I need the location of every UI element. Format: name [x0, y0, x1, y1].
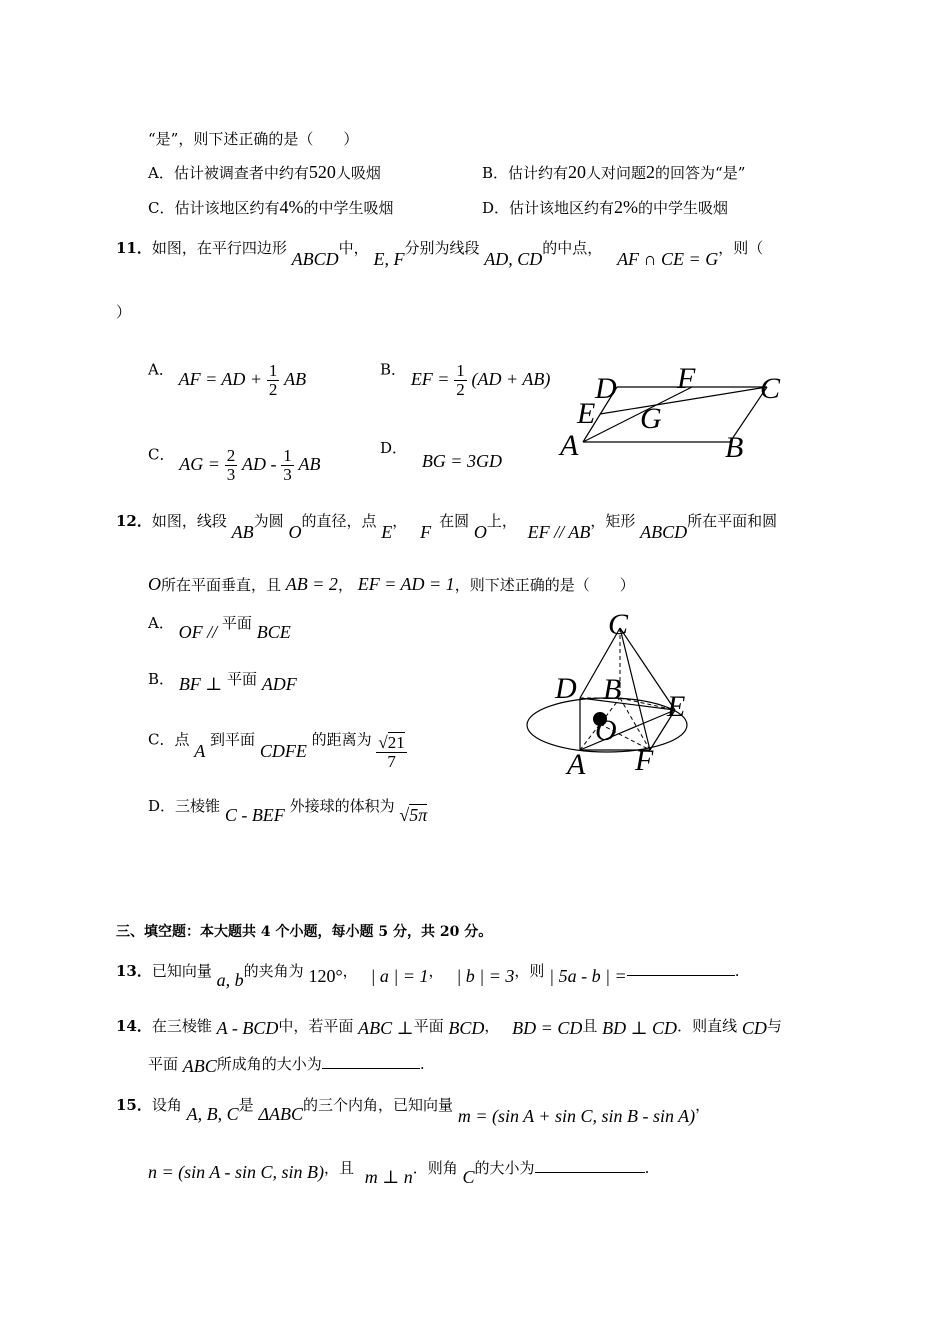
question-number: 11．: [116, 239, 152, 257]
q12-option-d: D．三棱锥 C - BEF 外接球的体积为 √5π: [148, 797, 428, 825]
q15-stem-line1: 15．设角 A, B, C是 ΔABC的三个内角，已知向量 m = (sin A + sin C, sin B - sin A)，: [116, 1096, 711, 1126]
q11-option-c: C． AG = $\frac{2}{3}$ AD - $\frac{1}{3}$ AB: [148, 445, 321, 484]
q12-option-b: B． BF ⊥ 平面 ADF: [148, 670, 297, 694]
q14-stem-line1: 14．在三棱锥 A - BCD中，若平面 ABC ⊥平面 BCD， BD = CD且 BD ⊥ CD．则直线 CD与: [116, 1017, 782, 1038]
q10-stem-tail: “是”，则下述正确的是（ ）: [148, 130, 359, 148]
label-b: B: [725, 431, 744, 464]
answer-blank: [627, 975, 735, 976]
question-number: 14．: [116, 1017, 152, 1035]
label-a: A: [560, 429, 579, 462]
label-b: B: [603, 673, 622, 706]
q10-option-a: A．估计被调查者中约有520人吸烟: [148, 162, 381, 182]
label-f: F: [677, 362, 696, 395]
q11-close-paren: ）: [116, 303, 132, 321]
q10-option-d: D．估计该地区约有2%的中学生吸烟: [482, 197, 729, 217]
q11-option-a: A． AF = AD + $\frac{1}{2}$ AB: [148, 360, 307, 399]
q11-parallelogram-figure: [555, 360, 795, 465]
q12-option-c: C．点 A 到平面 CDFE 的距离为 $\frac{√21}{7}$: [148, 730, 405, 771]
answer-blank: [535, 1172, 645, 1173]
label-d: D: [555, 672, 577, 705]
q10-option-c: C．估计该地区约有4%的中学生吸烟: [148, 197, 394, 217]
label-o: O: [595, 714, 617, 747]
question-number: 13．: [116, 962, 152, 980]
q12-sphere-figure: [525, 610, 705, 780]
label-f: F: [635, 744, 654, 777]
q12-stem-line1: 12．如图，线段 AB为圆 O的直径，点 E， F在圆 O上， EF // AB，矩形 ABCD所在平面和圆: [116, 512, 778, 542]
question-number: 12．: [116, 512, 152, 530]
answer-blank: [322, 1068, 420, 1069]
label-e: E: [667, 690, 686, 723]
section-3-heading: 三、填空题：本大题共 4 个小题，每小题 5 分，共 20 分。: [116, 924, 493, 940]
q11-option-b: B． EF = $\frac{1}{2}$ (AD + AB): [380, 360, 551, 399]
label-a: A: [567, 748, 586, 780]
q10-option-b: B．估计约有20人对问题2的回答为“是”: [482, 162, 746, 182]
label-e: E: [577, 397, 596, 430]
q13-stem: 13．已知向量 a, b的夹角为 120°， | a | = 1， | b | = 3，则 | 5a - b | = .: [116, 962, 740, 990]
label-g: G: [640, 402, 662, 435]
label-d: D: [595, 372, 617, 405]
q15-stem-line2: n = (sin A - sin C, sin B)，且 m ⊥ n．则角 C的大小为 .: [148, 1159, 650, 1187]
q12-stem-line2: O所在平面垂直，且 AB = 2， EF = AD = 1，则下述正确的是（ ）: [148, 574, 635, 594]
label-c: C: [760, 372, 781, 405]
question-number: 15．: [116, 1096, 152, 1114]
q14-stem-line2: 平面 ABC所成角的大小为 .: [148, 1055, 425, 1076]
q11-option-d: D． BG = 3GD: [380, 439, 502, 471]
q12-option-a: A． OF // 平面 BCE: [148, 614, 291, 642]
label-c: C: [608, 610, 629, 641]
q11-stem: 11．如图，在平行四边形 ABCD中， E, F分别为线段 AD, CD的中点， AF ∩ CE = G，则（: [116, 239, 764, 269]
